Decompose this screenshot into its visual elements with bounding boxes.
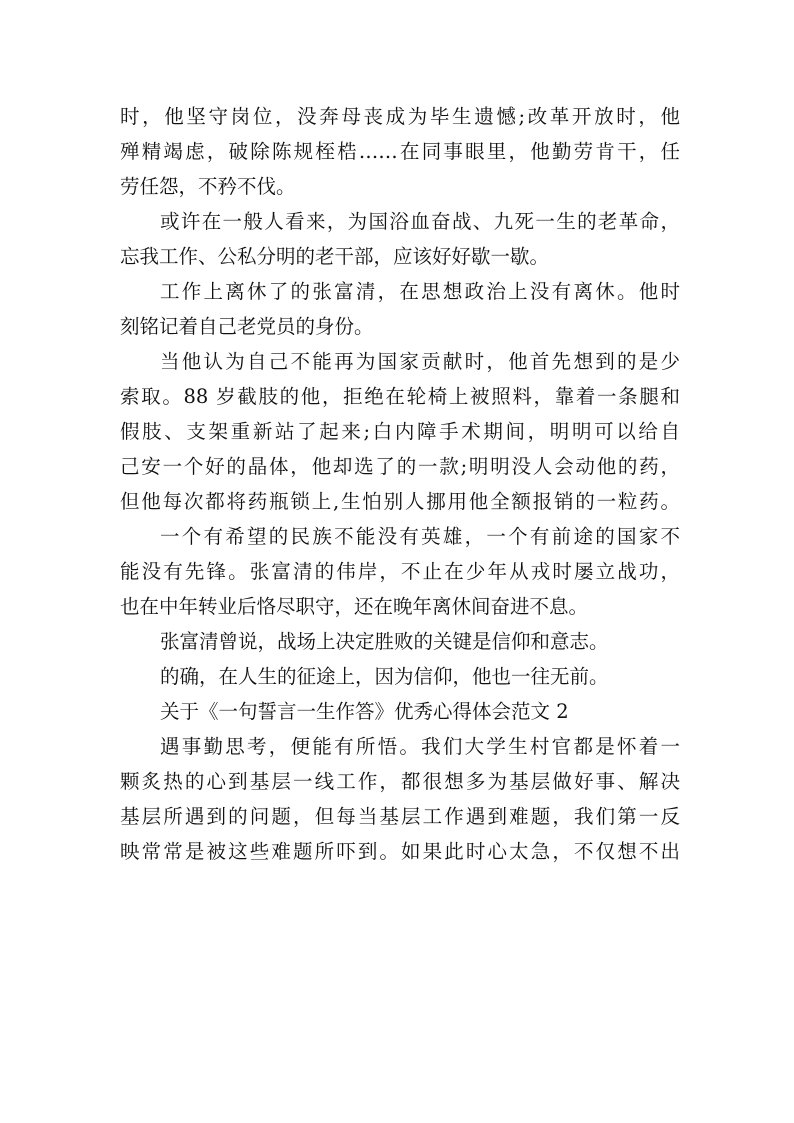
text-line: 假肢、支架重新站了起来;白内障手术期间，明明可以给自 xyxy=(120,420,680,443)
text-line: 张富清曾说，战场上决定胜败的关键是信仰和意志。 xyxy=(160,630,609,653)
text-line: 也在中年转业后恪尽职守，还在晚年离休间奋进不息。 xyxy=(120,595,589,618)
text-line: 或许在一般人看来，为国浴血奋战、九死一生的老革命， xyxy=(160,210,680,233)
text-line: 基层所遇到的问题，但每当基层工作遇到难题，我们第一反 xyxy=(120,805,680,828)
text-line: 一个有希望的民族不能没有英雄，一个有前途的国家不 xyxy=(160,525,680,548)
text-line: 映常常是被这些难题所吓到。如果此时心太急，不仅想不出 xyxy=(120,840,680,863)
text-line: 劳任怨，不矜不伐。 xyxy=(120,175,296,198)
text-line: 的确，在人生的征途上，因为信仰，他也一往无前。 xyxy=(160,665,609,688)
text-line: 工作上离休了的张富清，在思想政治上没有离休。他时 xyxy=(160,280,680,303)
text-line: 能没有先锋。张富清的伟岸，不止在少年从戎时屡立战功， xyxy=(120,560,680,583)
text-line: 颗炙热的心到基层一线工作，都很想多为基层做好事、解决 xyxy=(120,770,680,793)
text-line: 索取。88 岁截肢的他，拒绝在轮椅上被照料，靠着一条腿和 xyxy=(120,385,680,408)
text-line: 当他认为自己不能再为国家贡献时，他首先想到的是少 xyxy=(160,350,680,373)
document-body xyxy=(120,99,680,869)
text-line: 关于《一句誓言一生作答》优秀心得体会范文 2 xyxy=(160,700,569,723)
text-line: 忘我工作、公私分明的老干部，应该好好歇一歇。 xyxy=(120,245,550,268)
text-line: 刻铭记着自己老党员的身份。 xyxy=(120,315,374,338)
text-line: 殚精竭虑，破除陈规桎梏……在同事眼里，他勤劳肯干，任 xyxy=(120,140,680,163)
text-line: 己安一个好的晶体，他却选了的一款;明明没人会动他的药， xyxy=(120,455,680,478)
text-line: 但他每次都将药瓶锁上,生怕别人挪用他全额报销的一粒药。 xyxy=(120,490,680,513)
text-line: 遇事勤思考，便能有所悟。我们大学生村官都是怀着一 xyxy=(160,735,680,758)
text-line: 时，他坚守岗位，没奔母丧成为毕生遗憾;改革开放时，他 xyxy=(120,105,680,128)
